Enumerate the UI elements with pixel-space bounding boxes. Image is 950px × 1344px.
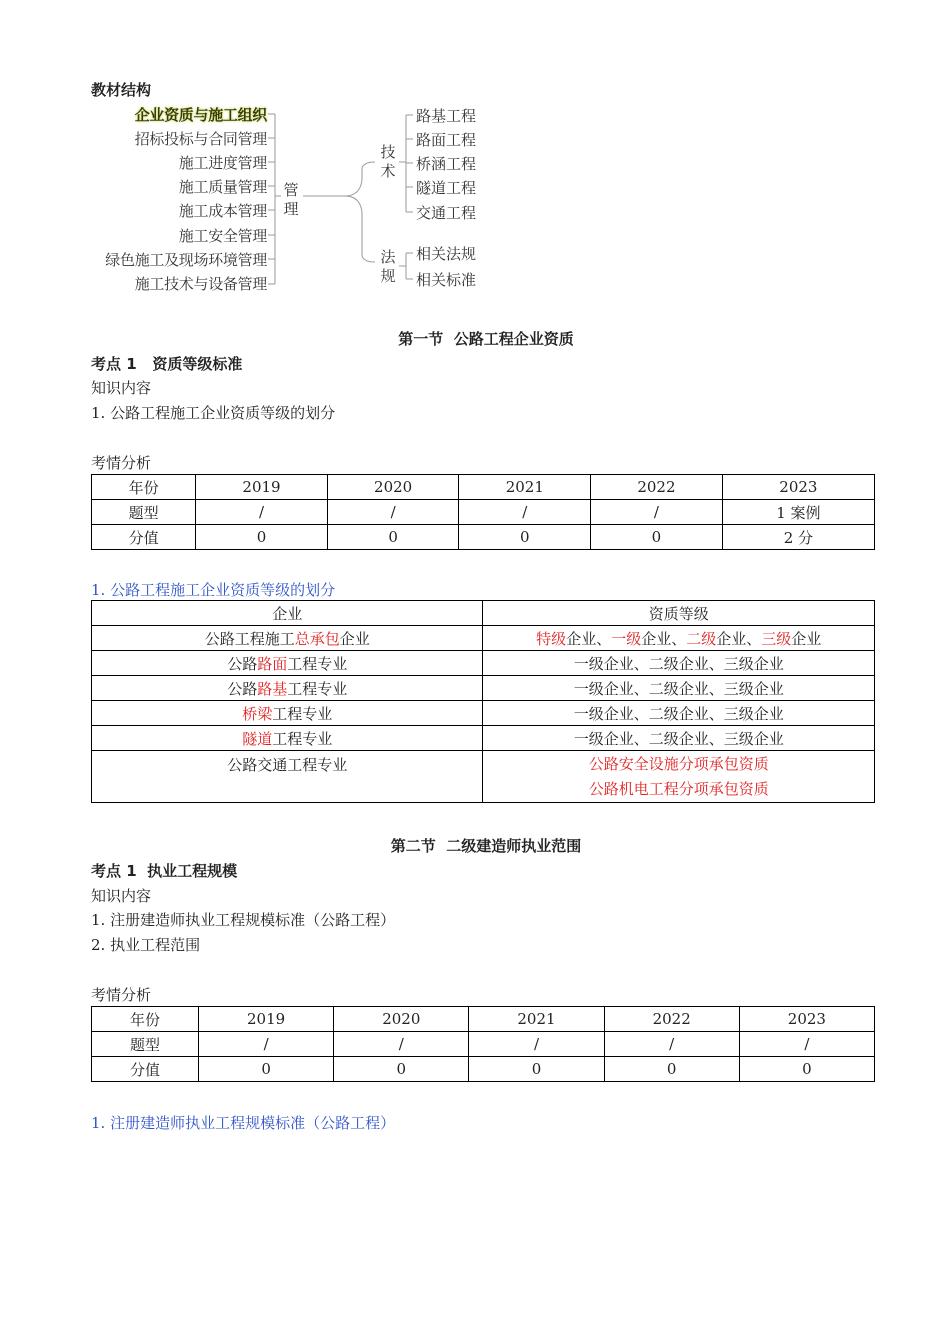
point-title: 考点 1 执业工程规模 (91, 862, 238, 880)
table-cell: 题型 (92, 500, 196, 525)
table-cell (92, 726, 483, 751)
exam-analysis-table (91, 474, 875, 550)
table-header-row (92, 601, 875, 626)
table-cell: 资质等级 (483, 601, 875, 626)
table-row (92, 1057, 875, 1082)
table-cell (483, 626, 875, 651)
table-cell (92, 626, 483, 651)
cell-text: 公路 (227, 679, 258, 698)
table-cell: 0 (469, 1057, 604, 1082)
cell-text-highlight: 隧道 (242, 729, 273, 748)
management-item: 企业资质与施工组织 (134, 106, 267, 124)
table-cell: 0 (591, 525, 723, 550)
table-cell: 年份 (92, 475, 196, 500)
table-row (92, 626, 875, 651)
management-item: 施工安全管理 (178, 227, 267, 245)
table-row (92, 751, 875, 803)
section-title: 第一节 公路工程企业资质 (398, 330, 574, 348)
subheading: 1. 注册建造师执业工程规模标准（公路工程） (91, 1114, 396, 1132)
table-row (92, 1032, 875, 1057)
cell-text-highlight: 三级 (761, 629, 792, 648)
tree-connectors (0, 0, 950, 300)
technology-item: 交通工程 (416, 204, 477, 222)
table-header-row (92, 475, 875, 500)
management-item: 施工进度管理 (178, 154, 267, 172)
table-cell: 2020 (334, 1007, 469, 1032)
table-cell: / (469, 1032, 604, 1057)
cell-text-highlight: 一级 (611, 629, 642, 648)
knowledge-item: 1. 公路工程施工企业资质等级的划分 (91, 404, 336, 422)
table-row (92, 676, 875, 701)
management-item: 绿色施工及现场环境管理 (105, 251, 267, 269)
table-cell: 一级企业、二级企业、三级企业 (483, 726, 875, 751)
table-cell (92, 701, 483, 726)
table-cell: 企业 (92, 601, 483, 626)
table-row (92, 500, 875, 525)
cell-text: 企业、 (716, 629, 762, 648)
table-cell: 0 (604, 1057, 739, 1082)
knowledge-item: 2. 执业工程范围 (91, 936, 201, 954)
table-cell: 0 (196, 525, 328, 550)
table-cell: 一级企业、二级企业、三级企业 (483, 651, 875, 676)
analysis-label: 考情分析 (91, 454, 152, 472)
table-cell: 2020 (327, 475, 459, 500)
table-cell: / (604, 1032, 739, 1057)
section-title: 第二节 二级建造师执业范围 (390, 837, 582, 855)
cell-text-highlight: 特级 (536, 629, 567, 648)
table-row (92, 726, 875, 751)
cell-text-highlight: 路基 (257, 679, 288, 698)
cell-text: 企业、 (566, 629, 612, 648)
table-cell: 2019 (196, 475, 328, 500)
table-cell: 0 (199, 1057, 334, 1082)
table-cell: / (739, 1032, 874, 1057)
table-row (92, 525, 875, 550)
regulation-label: 法 规 (380, 248, 396, 285)
cell-text: 公路 (227, 654, 258, 673)
table-cell: 2019 (199, 1007, 334, 1032)
table-cell: / (459, 500, 591, 525)
management-label: 管 理 (283, 181, 299, 218)
structure-heading: 教材结构 (91, 81, 152, 99)
table-cell: 公路交通工程专业 (92, 751, 483, 803)
table-cell: 分值 (92, 1057, 199, 1082)
table-cell: 2023 (722, 475, 874, 500)
cell-text: 企业 (339, 629, 370, 648)
technology-item: 路基工程 (416, 107, 477, 125)
cell-text-highlight: 公路机电工程分项承包资质 (588, 779, 769, 798)
table-cell: / (196, 500, 328, 525)
knowledge-label: 知识内容 (91, 887, 152, 905)
table-cell: 0 (334, 1057, 469, 1082)
table-cell: 2022 (591, 475, 723, 500)
subheading: 1. 公路工程施工企业资质等级的划分 (91, 581, 336, 599)
cell-text: 工程专业 (287, 654, 348, 673)
cell-text: 企业 (791, 629, 822, 648)
table-cell: 年份 (92, 1007, 199, 1032)
regulation-item: 相关法规 (416, 245, 477, 263)
table-cell: 一级企业、二级企业、三级企业 (483, 676, 875, 701)
knowledge-label: 知识内容 (91, 379, 152, 397)
cell-text-highlight: 桥梁 (242, 704, 273, 723)
point-title: 考点 1 资质等级标准 (91, 355, 243, 373)
cell-text: 公路工程施工 (204, 629, 295, 648)
technology-item: 隧道工程 (416, 179, 477, 197)
table-header-row (92, 1007, 875, 1032)
table-cell (92, 651, 483, 676)
table-cell: / (327, 500, 459, 525)
table-cell: 2021 (459, 475, 591, 500)
technology-label: 技 术 (380, 143, 396, 180)
cell-text: 工程专业 (272, 729, 333, 748)
management-item: 施工技术与设备管理 (134, 275, 267, 293)
cell-text: 企业、 (641, 629, 687, 648)
table-cell: 分值 (92, 525, 196, 550)
table-cell: 2021 (469, 1007, 604, 1032)
table-cell (483, 751, 875, 803)
cell-text-highlight: 公路安全设施分项承包资质 (588, 754, 769, 773)
table-row (92, 651, 875, 676)
technology-item: 路面工程 (416, 131, 477, 149)
regulation-item: 相关标准 (416, 271, 477, 289)
table-cell: 一级企业、二级企业、三级企业 (483, 701, 875, 726)
table-cell: 题型 (92, 1032, 199, 1057)
table-row (92, 701, 875, 726)
table-cell (92, 676, 483, 701)
table-cell: / (591, 500, 723, 525)
table-cell: / (199, 1032, 334, 1057)
management-item: 施工质量管理 (178, 178, 267, 196)
cell-text: 工程专业 (272, 704, 333, 723)
table-cell: 2 分 (722, 525, 874, 550)
table-cell: 0 (739, 1057, 874, 1082)
cell-text-highlight: 总承包 (294, 629, 340, 648)
table-cell: 0 (327, 525, 459, 550)
cell-text: 工程专业 (287, 679, 348, 698)
table-cell: 1 案例 (722, 500, 874, 525)
management-item: 招标投标与合同管理 (134, 130, 267, 148)
cell-text-highlight: 二级 (686, 629, 717, 648)
knowledge-item: 1. 注册建造师执业工程规模标准（公路工程） (91, 911, 396, 929)
analysis-label: 考情分析 (91, 986, 152, 1004)
management-item: 施工成本管理 (178, 202, 267, 220)
cell-text-highlight: 路面 (257, 654, 288, 673)
table-cell: 0 (459, 525, 591, 550)
table-cell: 2022 (604, 1007, 739, 1032)
table-cell: / (334, 1032, 469, 1057)
table-cell: 2023 (739, 1007, 874, 1032)
exam-analysis-table (91, 1006, 875, 1082)
qualification-table (91, 600, 875, 803)
technology-item: 桥涵工程 (416, 155, 477, 173)
